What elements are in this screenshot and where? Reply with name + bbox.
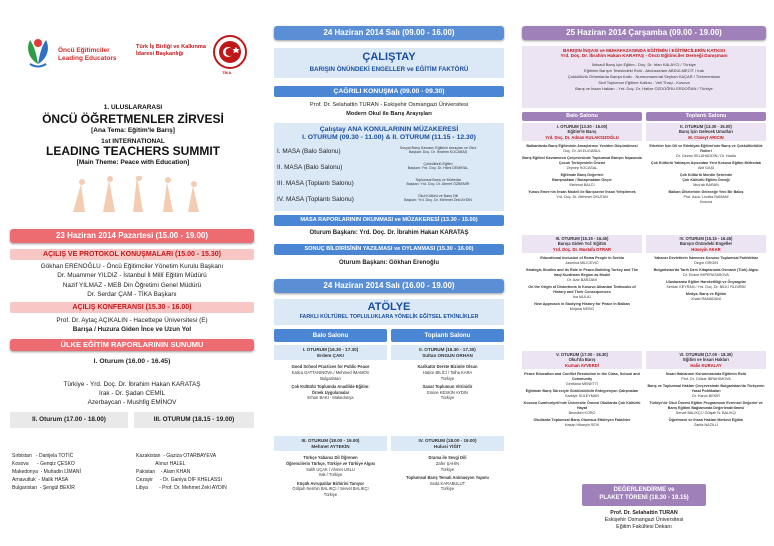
- session-3-title: III. OTURUM (18.15 - 19.00): [134, 412, 254, 428]
- day-3-session-1: I. OTURUM (13.30 - 15.00) Eğitim'le Barış Yrd. Doç. Dr. Adnan KULAKSIZOĞLU Balkanlarda Barış Eğitiminin Amaçlarının Yeniden Düşünülmesi Doç. Dr. Ali ELIGABUL Barış Eğitimi Kavramının Çerçevesinde Toplumsal Barışın İnşasında Çocuk Terbiyesinin Önemi Zeynep KOCASAL Eğitimde Barış Değerleri Barışmaktan / Bulaşmaktan Geçer Mahmut BALCI Yunus Emre'nin İnsan Modeli ile Barışsever İnsan Yetiştirmek Yrd. Doç. Dr. Mehmet OKUTAN: [522, 124, 642, 199]
- day-3-session-4: IV. OTURUM (15.15 - 16.45) Barışın Önündeki Engeller Hüseyin AKAR Yabancı Devletlerin İstenmez Konusu Toplumsal Farklılıklar Özgür GİRGİN Bulgaristan'da Tarih Ders Kitaplarında Osmanlı (Türk) Algısı Dr. Emine İMPERATAROVA Uluslararası Eğitim Hareketliliği ve Önyargılar Serdan KEYRAN / Yrd. Doç. Dr. BİLKİ YILDIRIM Medya, Barış ve Eğitim Xhabi RAMADANİ: [646, 235, 766, 347]
- invited-talk-title: ÇAĞRILI KONUŞMA (09.00 - 09.30): [274, 86, 504, 97]
- workshop-session-3: III. OTURUM (18.00 - 19.00) Mehmet AYTEKİN Türkçe Yabancı Dil Öğrenen Öğrencilerin Türkçe, Türkiye ve Türkiye Algısı Salih UÇAK / Ahmet USLU Irak / Türkiye Küçük Avrupalılar Birbirini Tanıyor Gülşah Nermin BALIKÇI / Servet BALIKÇI Türkiye: [274, 436, 387, 536]
- results-chair: Oturum Başkanı: Gökhan Erenoğlu: [338, 260, 439, 266]
- logos-row: [16, 34, 252, 78]
- workshop-session-1: I. OTURUM (16.30 - 17.30) Erdem ÇAKI Good School Practices for Public Peace Katica GATTANINOVA / Mehmed İMAMOV Bulgaristan Çok Kültürlü Toplumda Anadilde Eğitim: Örnek Uygulamalar Erhan BAKI - Makedonya: [274, 345, 387, 431]
- intro-session: BARIŞIN İNŞASI ve MUHAFAZASINDA EĞİTİMİN / EĞİTİMCİLERİN KATKISI Yrd. Doç. Dr. İbrahim Hakan KARATAŞ - Öncü Eğitimciler Derneği Danışmanı İktisadi Barış İçin Eğitim - Doç. Dr. İrfan KALAYCI / Türkiye Eğitimin Barışın Tesisindeki Rolü - Abdusselam ABDULMECİT / Irak Çokkültürlü Ortamlarda Barışa Katkı - Nurmumammat Seyhan KAÇAR / Türkmenistan Sivil Toplumun Eğitime Katkısı - Veli Thaçi - Kosova Barış ve İnsan Hakları - Yrd. Doç. Dr. Hafize ÖZDOĞRU ERDOĞAN / Türkiye: [522, 46, 766, 108]
- invited-talk: Prof. Dr. Selahattin TURAN - Eskişehir Osmangazi Üniversitesi Modern Okul ile Barış Arayışları: [309, 102, 469, 117]
- day-3-session-6: VI. OTURUM (17.00 - 18.30) Eğitim ve İnsan Hakları Halis KURALAY İnsan Haklarının Korunmasında Eğitimin Rolü Prof. Dr. Gülzar İBRAHİMOVA Barış ve Toplumsal Hakları Çerçevesinde Bulgaristan'da Türkçenin Yasal Politikaları Dr. Harun BEKİR Türkiye'de Okul Öncesi Eğitim Programının Evrensel Değerler ve Barış Eğitimi Bağlamında Değerlendirilmesi Servet BALIKÇI / Gülşah N. BALIKÇI Öğretmeni ve İnsan Hakları Merkezi Eğitim Zarifa NAZİLLİ: [647, 352, 765, 427]
- day-3-session-5: V. OTURUM (17.00 - 18.30) Okul'da Barış Kurnan AYVERDİ Peace Education and Conflict Resolution in the Class, School and Community Gentiana MENETTİ Eğitimde Barış Süreciyle Sürdürülebilir Entegresyon Çalışmaları Kadriye SÜLEYMAN Kosova Cumhuriyeti'nde Üniversite Öncesi Okullarda Çok Kültürlü Hayat Besnikim KORO Okullarda Toplumsal Barış Olumsuz Etkileyen Faktörler Hasan Hüseyin SEVİ: [523, 352, 641, 427]
- results-title: SONUÇ BİLDİRİSİNİN YAZILMASI ve OYLANMASI (15.30 - 16.00): [274, 244, 504, 255]
- hands-illustration: [33, 176, 233, 212]
- workshop-session-2: II. OTURUM (16.30 - 17.30) Sultan ONGUN ORHAN Karikatür Derste Bizimle Olsun Hatice BİLİCİ / Talha KARA Türkiye Sanat Toplumun Vitrinidir Emine KESKİN AYDIN Türkiye: [391, 345, 504, 431]
- day-2-afternoon-header: 24 Haziran 2014 Salı (16.00 - 19.00): [274, 279, 504, 293]
- session-3-people: Kazakistan - Gaziza OTARBAYEVA Alınur HALEL Pakistan - Alam KHAN Cezayir - Dr. Ganiya DİF KHELASSI Libya - Prof. Dr. Mehmet Zeki AYDIN: [136, 453, 227, 491]
- tika-label: TİKA: [222, 70, 232, 75]
- day-3-col-a: Balo Salonu: [522, 112, 642, 121]
- opening-speeches-title: AÇILIŞ VE PROTOKOL KONUŞMALARI (15.00 - 15.30): [10, 249, 254, 260]
- tika-org-name: Türk İş Birliği ve Kalkınma İdaresi Başkanlığı: [136, 44, 206, 58]
- reports-chair: Oturum Başkanı: Yrd. Doç. Dr. İbrahim Hakan KARATAŞ: [309, 230, 469, 236]
- panel-day-2: [272, 6, 506, 540]
- opening-speakers: Gökhan ERENOĞLU - Öncü Eğitimciler Yönetim Kurulu Başkanı Dr. Muammer YILDIZ - İstanbul İl Millî Eğitim Müdürü Nazif YILMAZ - MEB Din Öğretimi Genel Müdürü Dr. Serdar ÇAM - TİKA Başkanı: [40, 263, 224, 298]
- evaluation-title: DEĞERLENDİRME ve PLAKET TÖRENİ (18.30 - 19.15): [582, 484, 706, 506]
- day-3-session-2: II. OTURUM (13.30 - 15.00) Barış İçin Gelecek Umutları M. Cüneyt ARICIN Erkekler İçin Dil ve Edebiyatı Eğitimi'nde Barış ve Çokkültürlülük Rolleri Dr. Gezan SELAHADDİN / Dr. Nadia Çok Kültürlü Yaklaşım Açısından Yeni Kosova Eğitim Müfredatı Akif GAŞİ Çok Kültürlü Mordin Şehrinde Çok Kültürlü Eğitim Örneği Mus'ab BARAN Balkan Ülkelerinin Geleceğe Yeni Bir Bakış Prof. Asoc. Lindita RAMANİ Kosova: [646, 123, 766, 231]
- day-2-header: 24 Haziran 2014 Salı (09.00 - 16.00): [274, 26, 504, 40]
- hall-4: IV. MASA (Toplantı Salonu) Okul Kültürü ve Barış Dili Başkan: Yrd. Doç. Dr. Mehmet Zeki AYDIN: [277, 194, 472, 203]
- hall-2: II. MASA (Balo Salonu) Çokkültürlü Eğitim Başkan: Yrd. Doç. Dr. Hilmi DEMİRAL: [277, 162, 469, 171]
- session-1-people: Türkiye - Yrd. Doç. Dr. İbrahim Hakan KARATAŞ Irak - Dr. Şadan CEMİL Azerbaycan - Mushfig EMİNOV: [63, 381, 201, 406]
- leading-educators-name: Öncü Eğitimciler Leading Educators: [58, 47, 117, 63]
- opening-conference-title: AÇILIŞ KONFERANSI (15.30 - 16.00): [10, 302, 254, 313]
- day-3-session-3: III. OTURUM (15.15 - 16.45) Barışa Giden Yol: Eğitim Yrd. Doç. Dr. Mustafa OTRAR Educational Inclusion of Roma People in Serbia Jasmina MILICEVIC Strategic Studies and its Role in Peace-Building Turkey and The Iraqi Kurdistan Region as Model Dr. Aziz BARZANİ On the Origin of Distortions in Kosovo Albanian Textbooks of History and Their Consequences İsa MULAJ New Approach in Studying History for Peace in Balkan Mirjana NESIC: [522, 235, 642, 347]
- session-2-people: Sırbistan - Danijela TOTİĆ Kosova - Genqiz ÇESKO Makedonya - Muhadin LİMANİ Arnavutluk - Malik HASA Bulgaristan - Şengül BEKİR: [12, 453, 81, 491]
- discussion-block: Çalıştay ANA KONULARININ MÜZAKERESİ I. OTURUM (09.30 - 11.00) & II. OTURUM (11.15 - 12.30) I. MASA (Balo Salonu) Sosyal Barış Kavramı Eğitimin Amaçları ve Okul Başkan: Doç. Dr. İbrahim KOCABAŞ II. MASA (Balo Salonu) Çokkültürlü Eğitim Başkan: Yrd. Doç. Dr. Hilmi DEMİRAL III. MASA (Toplantı Salonu) Toplumsal Barış ve Müfredat Başkan: Yrd. Doç. Dr. Ahmet ÖZBEMİR IV. MASA (Toplantı Salonu) Okul Kültürü ve Barış Dili Başkan: Yrd. Doç. Dr. Mehmet Zeki AYDIN: [274, 123, 504, 211]
- atelier-col-b: Toplantı Salonu: [391, 329, 504, 342]
- country-reports-title: ÜLKE EĞİTİM RAPORLARININ SUNUMU: [10, 339, 254, 351]
- workshop-title-block: ÇALIŞTAY BARIŞIN ÖNÜNDEKİ ENGELLER ve EĞİTİM FAKTÖRÜ: [274, 48, 504, 78]
- panel-day-1: [8, 6, 258, 540]
- day-3-col-b: Toplantı Salonu: [646, 112, 766, 121]
- tika-logo: [212, 34, 248, 70]
- day-3-header: 25 Haziran 2014 Çarşamba (09.00 - 19.00): [522, 26, 766, 40]
- table-reports-title: MASA RAPORLARININ OKUNMASI ve MÜZAKERESİ (13.30 - 15.00): [274, 215, 504, 226]
- leading-educators-logo: [20, 34, 56, 70]
- hall-3: III. MASA (Toplantı Salonu) Toplumsal Barış ve Müfredat Başkan: Yrd. Doç. Dr. Ahmet ÖZBEMİR: [277, 178, 470, 187]
- atelier-col-a: Balo Salonu: [274, 329, 387, 342]
- panel-day-3: [520, 6, 768, 540]
- hall-1: I. MASA (Balo Salonu) Sosyal Barış Kavramı Eğitimin Amaçları ve Okul Başkan: Doç. Dr. İbrahim KOCABAŞ: [277, 146, 477, 155]
- closing-speaker: Prof. Dr. Selahattin TURAN Eskişehir Osmangazi Üniversitesi Eğitim Fakültesi Dekanı: [604, 510, 684, 530]
- workshop-session-4: IV. OTURUM (18.00 - 19.00) Hulusi YİĞİT Drama ile Sevgi Dili Zafer ŞAHİN Türkiye Toplumsal Barış Temalı Animasyon Yapımı Seda KARABULUT Türkiye: [391, 436, 504, 536]
- atelier-title-block: ATÖLYE FARKLI KÜLTÜREL TOPLULUKLARA YÖNELİK EĞİTSEL ETKİNLİKLER: [274, 299, 504, 325]
- session-1-title: I. Oturum (16.00 - 16.45): [93, 358, 171, 365]
- opening-conference: Prof. Dr. Aytaç AÇIKALIN - Hacettepe Üniversitesi (E) Barışa / Huzura Giden İnce ve Uzun Yol: [56, 317, 208, 333]
- session-2-title: II. Oturum (17.00 - 18.00): [10, 412, 128, 428]
- day-1-header: 23 Haziran 2014 Pazartesi (15.00 - 19.00): [10, 229, 254, 243]
- summit-title: 1. ULUSLARARASI ÖNCÜ ÖĞRETMENLER ZİRVESİ [Ana Tema: Eğitim'le Barış] 1st INTERNATIONAL LEADING TEACHERS SUMMIT [Main Theme: Peace with Education]: [42, 104, 224, 166]
